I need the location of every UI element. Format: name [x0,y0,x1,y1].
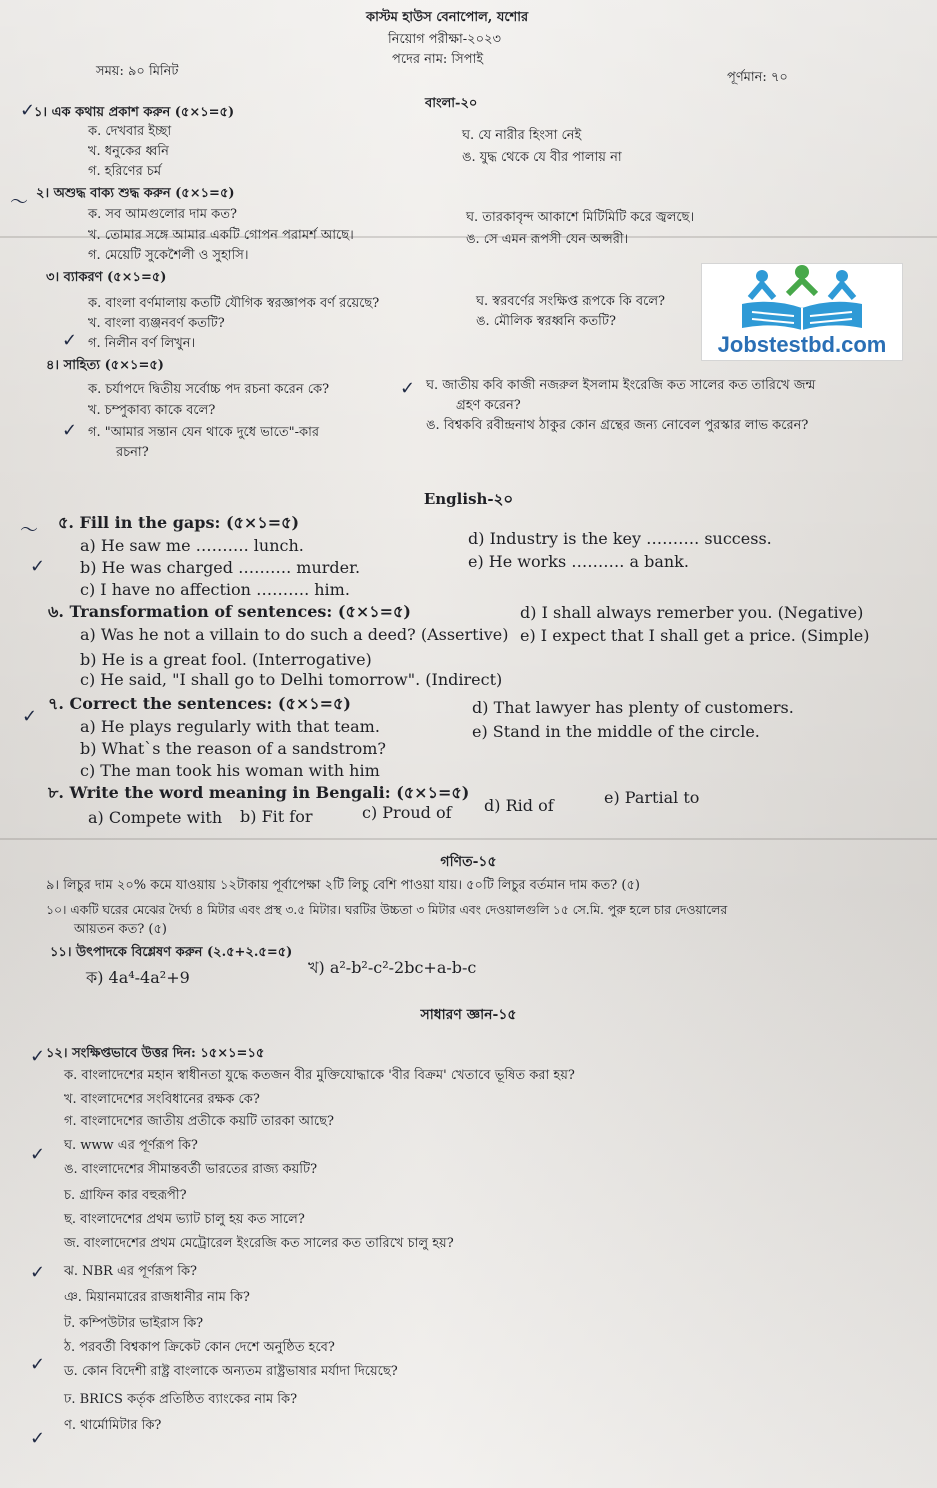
english-section-title: English-২০ [423,490,514,508]
q8-item: e) Partial to [604,788,700,807]
q7-item: e) Stand in the middle of the circle. [472,722,760,741]
q4-item: গ্রহণ করেন? [456,398,521,413]
q10-text: ১০। একটি ঘরের মেঝের দৈর্ঘ্য ৪ মিটার এবং প্রস্থ ৩.৫ মিটার। ঘরটির উচ্চতা ৩ মিটার এবং দেওয়ালগুলি ১৫ সে.মি. পুরু হলে চার দেওয়ালের [46,903,728,917]
math-section-title: গণিত-১৫ [440,854,497,870]
q4-item: ঙ. বিশ্বকবি রবীন্দ্রনাথ ঠাকুর কোন গ্রন্থের জন্য নোবেল পুরস্কার লাভ করেন? [426,418,809,433]
q10-text-cont: আয়তন কত? (৫) [74,922,167,937]
gk-item: ট. কম্পিউটার ভাইরাস কি? [64,1316,204,1331]
q9-text: ৯। লিচুর দাম ২০% কমে যাওয়ায় ১২টাকায় পূর্বাপেক্ষা ২টি লিচু বেশি পাওয়া যায়। ৫০টি লিচুর বর্তমান দাম কত? (৫) [46,878,640,893]
pen-tick-icon: 〜 [10,192,28,213]
q4-item: ক. চর্যাপদে দ্বিতীয় সর্বোচ্চ পদ রচনা করেন কে? [88,382,330,397]
pen-tick-icon: ✓ [30,1144,46,1165]
q7-item: d) That lawyer has plenty of customers. [472,698,794,717]
gk-item: ঝ. NBR এর পূর্ণরূপ কি? [64,1264,198,1279]
gk-item: ঞ. মিয়ানমারের রাজধানীর নাম কি? [64,1290,250,1305]
q12-heading: ১২। সংক্ষিপ্তভাবে উত্তর দিন: ১৫×১=১৫ [46,1046,265,1061]
q4-item: ঘ. জাতীয় কবি কাজী নজরুল ইসলাম ইংরেজি কত সালের কত তারিখে জন্ম [426,378,816,393]
pen-tick-icon: ✓ [62,330,78,351]
gk-item: ঘ. www এর পূর্ণরূপ কি? [64,1138,198,1153]
q5-heading: ৫. Fill in the gaps: (৫×১=৫) [58,513,300,532]
office-title: কাস্টম হাউস বেনাপোল, যশোর [366,10,529,25]
q4-item: রচনা? [116,445,149,460]
q1-item: গ. হরিণের চর্ম [88,164,162,179]
q1-item: ঙ. যুদ্ধ থেকে যে বীর পালায় না [462,150,622,165]
q5-item: a) He saw me ………. lunch. [80,536,304,555]
q2-item: ঙ. সে এমন রূপসী যেন অপ্সরী। [466,232,629,247]
pen-tick-icon: ✓ [30,1262,46,1283]
gk-item: ঠ. পরবর্তী বিশ্বকাপ ক্রিকেট কোন দেশে অনুষ্ঠিত হবে? [64,1340,335,1355]
gk-section-title: সাধারণ জ্ঞান-১৫ [420,1007,517,1023]
q7-item: a) He plays regularly with that team. [80,717,380,736]
q3-heading: ৩। ব্যাকরণ (৫×১=৫) [46,270,167,285]
pen-tick-icon: ✓ [30,1046,46,1067]
q6-item: e) I expect that I shall get a price. (Simple) [520,626,870,645]
q8-item: c) Proud of [362,803,452,822]
q5-item: c) I have no affection ………. him. [80,580,350,599]
full-marks: পূর্ণমান: ৭০ [727,70,788,85]
q2-item: ঘ. তারকাবৃন্দ আকাশে মিটিমিটি করে জ্বলছে। [466,210,695,225]
q1-heading: ১। এক কথায় প্রকাশ করুন (৫×১=৫) [34,105,235,120]
gk-item: জ. বাংলাদেশের প্রথম মেট্রোরেল ইংরেজি কত সালের কত তারিখে চালু হয়? [64,1236,454,1251]
gk-item: ড. কোন বিদেশী রাষ্ট্র বাংলাকে অন্যতম রাষ্ট্রভাষার মর্যাদা দিয়েছে? [64,1364,398,1379]
q1-item: ক. দেখবার ইচ্ছা [88,124,172,139]
watermark-logo [701,263,903,361]
pen-tick-icon: ✓ [30,1428,46,1449]
q4-item: গ. "আমার সন্তান যেন থাকে দুধে ভাতে"-কার [88,425,319,440]
q11-part-b: খ) a²-b²-c²-2bc+a-b-c [308,958,477,977]
q11-heading: ১১। উৎপাদকে বিশ্লেষণ করুন (২.৫+২.৫=৫) [50,945,293,960]
exam-time: সময়: ৯০ মিনিট [96,64,179,79]
exam-title: নিয়োগ পরীক্ষা-২০২৩ [388,32,501,47]
gk-item: ছ. বাংলাদেশের প্রথম ভ্যাট চালু হয় কত সালে? [64,1212,305,1227]
q2-heading: ২। অশুদ্ধ বাক্য শুদ্ধ করুন (৫×১=৫) [36,186,235,201]
q8-item: a) Compete with [88,808,223,827]
q5-item: b) He was charged ………. murder. [80,558,361,577]
q4-heading: ৪। সাহিত্য (৫×১=৫) [46,358,164,373]
gk-item: ঙ. বাংলাদেশের সীমান্তবর্তী ভারতের রাজ্য কয়টি? [64,1162,318,1177]
q3-item: ঘ. স্বরবর্ণের সংক্ষিপ্ত রূপকে কি বলে? [476,294,666,309]
q7-item: b) What`s the reason of a sandstrom? [80,739,386,758]
q5-item: d) Industry is the key ………. success. [468,529,772,548]
q8-heading: ৮. Write the word meaning in Bengali: (৫×১=৫) [48,783,470,802]
pen-tick-icon: 〜 [20,520,38,541]
pen-tick-icon: ✓ [20,100,36,121]
q4-item: খ. চম্পুকাব্য কাকে বলে? [88,403,216,418]
q6-heading: ৬. Transformation of sentences: (৫×১=৫) [48,602,412,621]
post-name: পদের নাম: সিপাই [392,52,484,67]
gk-item: গ. বাংলাদেশের জাতীয় প্রতীকে কয়টি তারকা আছে? [64,1114,334,1129]
q6-item: d) I shall always remerber you. (Negative) [520,603,864,622]
pen-tick-icon: ✓ [400,378,416,399]
pen-tick-icon: ✓ [30,556,46,577]
pen-tick-icon: ✓ [22,706,38,727]
q11-part-a: ক) 4a⁴-4a²+9 [86,968,190,987]
q1-item: খ. ধনুকের ধ্বনি [88,144,169,159]
q6-item: b) He is a great fool. (Interrogative) [80,650,372,669]
q3-item: গ. নিলীন বর্ণ লিখুন। [88,336,196,351]
q6-item: a) Was he not a villain to do such a deed? (Assertive) [80,625,509,644]
q6-item: c) He said, "I shall go to Delhi tomorrow". (Indirect) [80,670,503,689]
watermark-text: Jobstestbd.com [717,332,887,357]
gk-item: ণ. থার্মোমিটার কি? [64,1418,162,1433]
q3-item: ক. বাংলা বর্ণমালায় কতটি যৌগিক স্বরজ্ঞাপক বর্ণ রয়েছে? [88,296,380,311]
pen-tick-icon: ✓ [62,420,78,441]
bangla-section-title: বাংলা-২০ [425,96,478,111]
q2-item: গ. মেয়েটি সুকেশৈলী ও সুহাসি। [88,248,249,263]
q8-item: b) Fit for [240,807,313,826]
q7-heading: ৭. Correct the sentences: (৫×১=৫) [48,694,351,713]
q2-item: ক. সব আমগুলোর দাম কত? [88,207,237,222]
book-people-icon [702,264,902,334]
q3-item: ঙ. মৌলিক স্বরধ্বনি কতটি? [476,314,616,329]
q5-item: e) He works ………. a bank. [468,552,689,571]
q1-item: ঘ. যে নারীর হিংসা নেই [462,128,582,143]
gk-item: খ. বাংলাদেশের সংবিধানের রক্ষক কে? [64,1092,260,1107]
q3-item: খ. বাংলা ব্যঞ্জনবর্ণ কতটি? [88,316,225,331]
pen-tick-icon: ✓ [30,1354,46,1375]
paper-fold-line [0,838,937,840]
q7-item: c) The man took his woman with him [80,761,380,780]
gk-item: চ. গ্রাফিন কার বহুরূপী? [64,1188,187,1203]
q2-item: খ. তোমার সঙ্গে আমার একটি গোপন পরামর্শ আছে। [88,228,354,243]
q8-item: d) Rid of [484,796,554,815]
gk-item: ঢ. BRICS কর্তৃক প্রতিষ্ঠিত ব্যাংকের নাম কি? [64,1392,298,1407]
gk-item: ক. বাংলাদেশের মহান স্বাধীনতা যুদ্ধে কতজন বীর মুক্তিযোদ্ধাকে 'বীর বিক্রম' খেতাবে ভূষিত করা হয়? [64,1068,575,1083]
